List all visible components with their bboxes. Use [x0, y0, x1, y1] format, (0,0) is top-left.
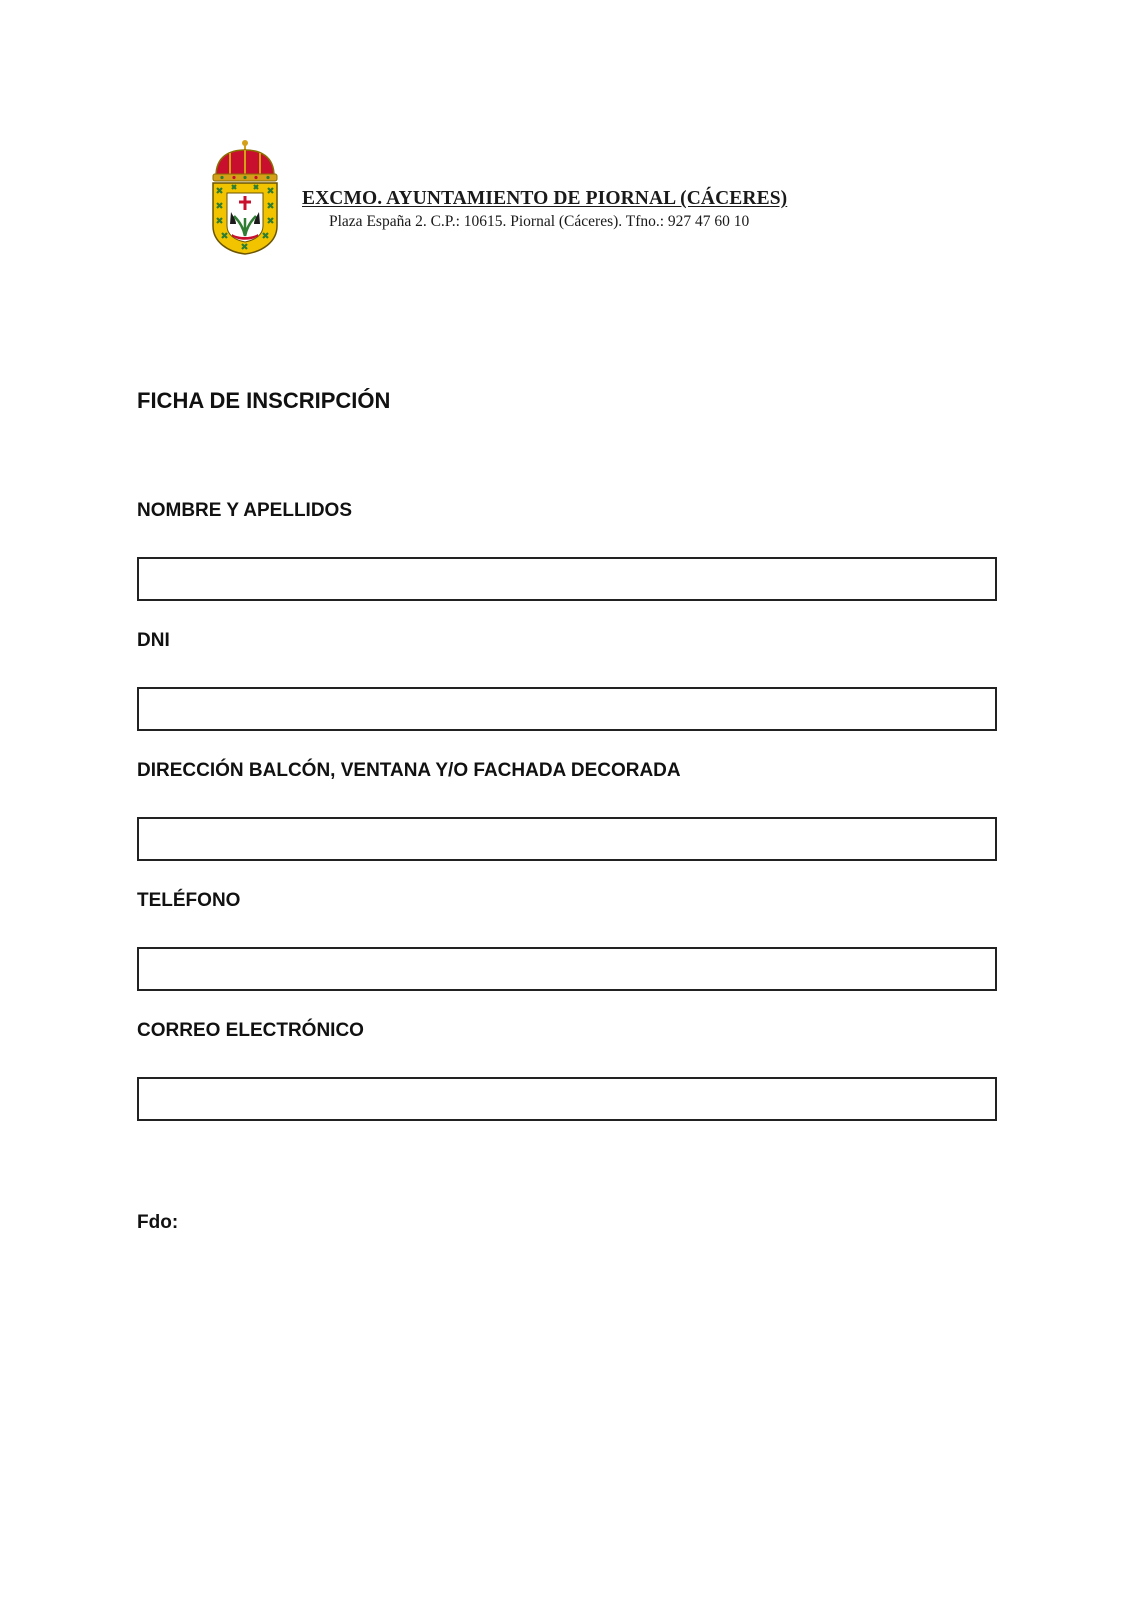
- field-dni[interactable]: [137, 687, 997, 731]
- form-title: FICHA DE INSCRIPCIÓN: [137, 388, 391, 413]
- label-direccion: DIRECCIÓN BALCÓN, VENTANA Y/O FACHADA DECORADA: [137, 760, 681, 781]
- municipality-address: Plaza España 2. C.P.: 10615. Piornal (Cáceres). Tfno.: 927 47 60 10: [329, 213, 750, 230]
- signature-label: Fdo:: [137, 1212, 179, 1233]
- field-telefono[interactable]: [137, 947, 997, 991]
- letterhead-text: [302, 188, 842, 231]
- field-direccion[interactable]: [137, 817, 997, 861]
- coat-of-arms-icon: [210, 138, 280, 256]
- label-telefono: TELÉFONO: [137, 890, 241, 911]
- field-correo-electronico[interactable]: [137, 1077, 997, 1121]
- letterhead: [210, 138, 850, 258]
- label-dni: DNI: [137, 630, 170, 651]
- field-nombre-apellidos[interactable]: [137, 557, 997, 601]
- label-correo-electronico: CORREO ELECTRÓNICO: [137, 1020, 364, 1041]
- municipality-title: EXCMO. AYUNTAMIENTO DE PIORNAL (CÁCERES): [302, 188, 788, 209]
- label-nombre-apellidos: NOMBRE Y APELLIDOS: [137, 500, 353, 521]
